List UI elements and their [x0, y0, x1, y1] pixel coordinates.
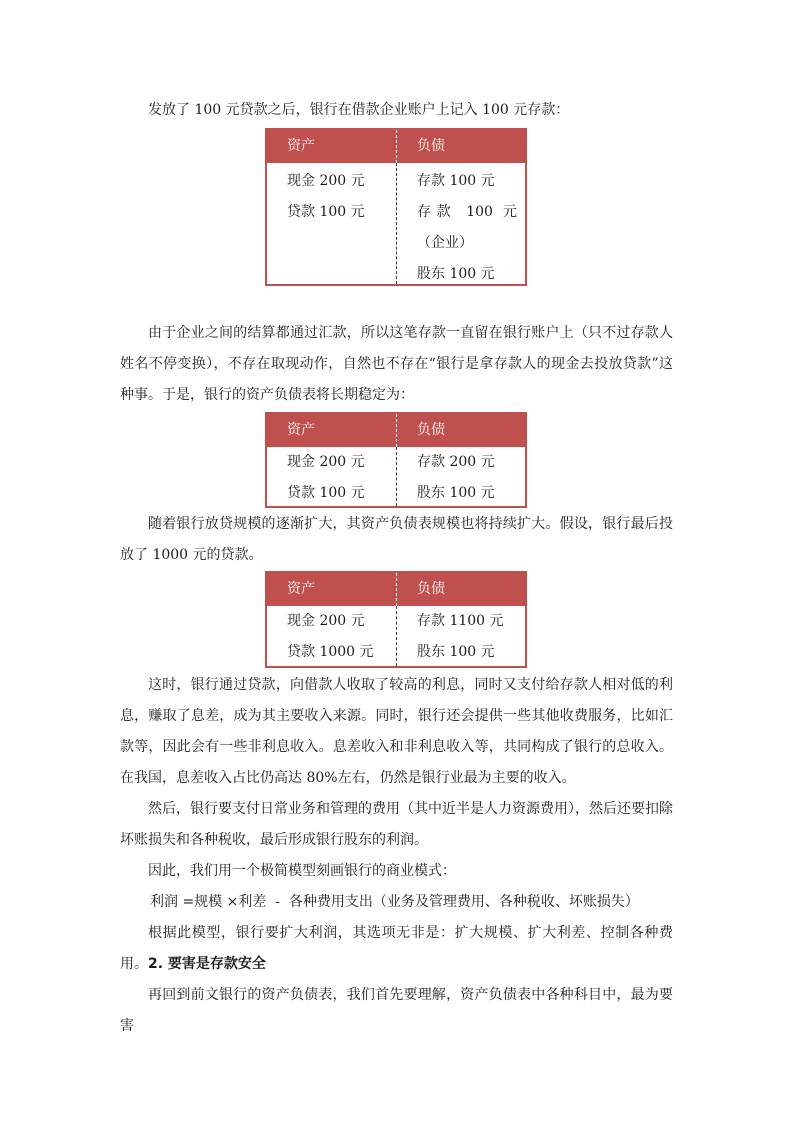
liability-header: 负债: [417, 422, 445, 438]
liability-header: 负债: [417, 581, 445, 597]
paragraph-7: 再回到前文银行的资产负债表，我们首先要理解，资产负债表中各种科目中，最为要害: [120, 987, 673, 1034]
asset-header: 资产: [267, 414, 397, 447]
profit-formula: 利润 =规模 ×利差 - 各种费用支出（业务及管理费用、各种税收、坏账损失）: [150, 894, 639, 910]
section-heading: 2. 要害是存款安全: [148, 956, 266, 972]
asset-cell: 贷款 1000 元: [287, 644, 374, 660]
asset-header: 资产: [267, 130, 397, 163]
liability-column: [397, 447, 525, 506]
paragraph-2: 随着银行放贷规模的逐渐扩大，其资产负债表规模也将持续扩大。假设，银行最后投放了 1000 元的贷款。: [120, 516, 673, 563]
liability-cell: 存款 200 元: [417, 454, 495, 470]
table-header: [267, 573, 525, 606]
asset-column: [267, 447, 397, 506]
asset-cell: 现金 200 元: [287, 613, 365, 629]
table-body: [267, 606, 525, 666]
asset-cell: 现金 200 元: [287, 173, 365, 189]
asset-column: [267, 606, 397, 666]
paragraph-1: 由于企业之间的结算都通过汇款，所以这笔存款一直留在银行账户上（只不过存款人姓名不停变换），不存在取现动作，自然也不存在“银行是拿存款人的现金去投放贷款”这种事。于是，银行的资产负债表将长期稳定为：: [120, 325, 673, 403]
liability-cell: 股东 100 元: [417, 485, 495, 501]
liability-cell: 股东 100 元: [417, 266, 495, 282]
paragraph-3: 这时，银行通过贷款，向借款人收取了较高的利息，同时又支付给存款人相对低的利息，赚取了息差，成为其主要收入来源。同时，银行还会提供一些其他收费服务，比如汇款等，因此会有一些非利息收入。息差收入和非利息收入等，共同构成了银行的总收入。在我国，息差收入占比仍高达 80%左右，仍然是银行业最为主要的收入。: [120, 677, 673, 786]
balance-sheet-table-2: [265, 412, 527, 508]
liability-cell: 存款 1100 元: [417, 613, 504, 629]
liability-cell: 存款 100 元（企业）: [417, 204, 517, 251]
balance-sheet-table-3: [265, 571, 527, 668]
balance-sheet-table-1: [265, 128, 527, 286]
asset-cell: 贷款 100 元: [287, 204, 365, 220]
table-body: [267, 163, 525, 284]
asset-cell: 贷款 100 元: [287, 485, 365, 501]
liability-cell: 股东 100 元: [417, 644, 495, 660]
table-header: [267, 414, 525, 447]
table-body: [267, 447, 525, 506]
liability-header: 负债: [417, 138, 445, 154]
paragraph-5: 因此，我们用一个极简模型刻画银行的商业模式：: [148, 863, 456, 879]
liability-column: [397, 606, 525, 666]
asset-cell: 现金 200 元: [287, 454, 365, 470]
liability-column: [397, 163, 525, 284]
intro-paragraph: 发放了 100 元贷款之后，银行在借款企业账户上记入 100 元存款：: [148, 102, 570, 118]
paragraph-4: 然后，银行要支付日常业务和管理的费用（其中近半是人力资源费用），然后还要扣除坏账损失和各种税收，最后形成银行股东的利润。: [120, 801, 673, 848]
paragraph-6: 根据此模型，银行要扩大利润，其选项无非是：扩大规模、扩大利差、控制各种费用。: [120, 925, 673, 972]
liability-cell: 存款 100 元: [417, 173, 495, 189]
table-header: [267, 130, 525, 163]
asset-header: 资产: [267, 573, 397, 606]
asset-column: [267, 163, 397, 284]
